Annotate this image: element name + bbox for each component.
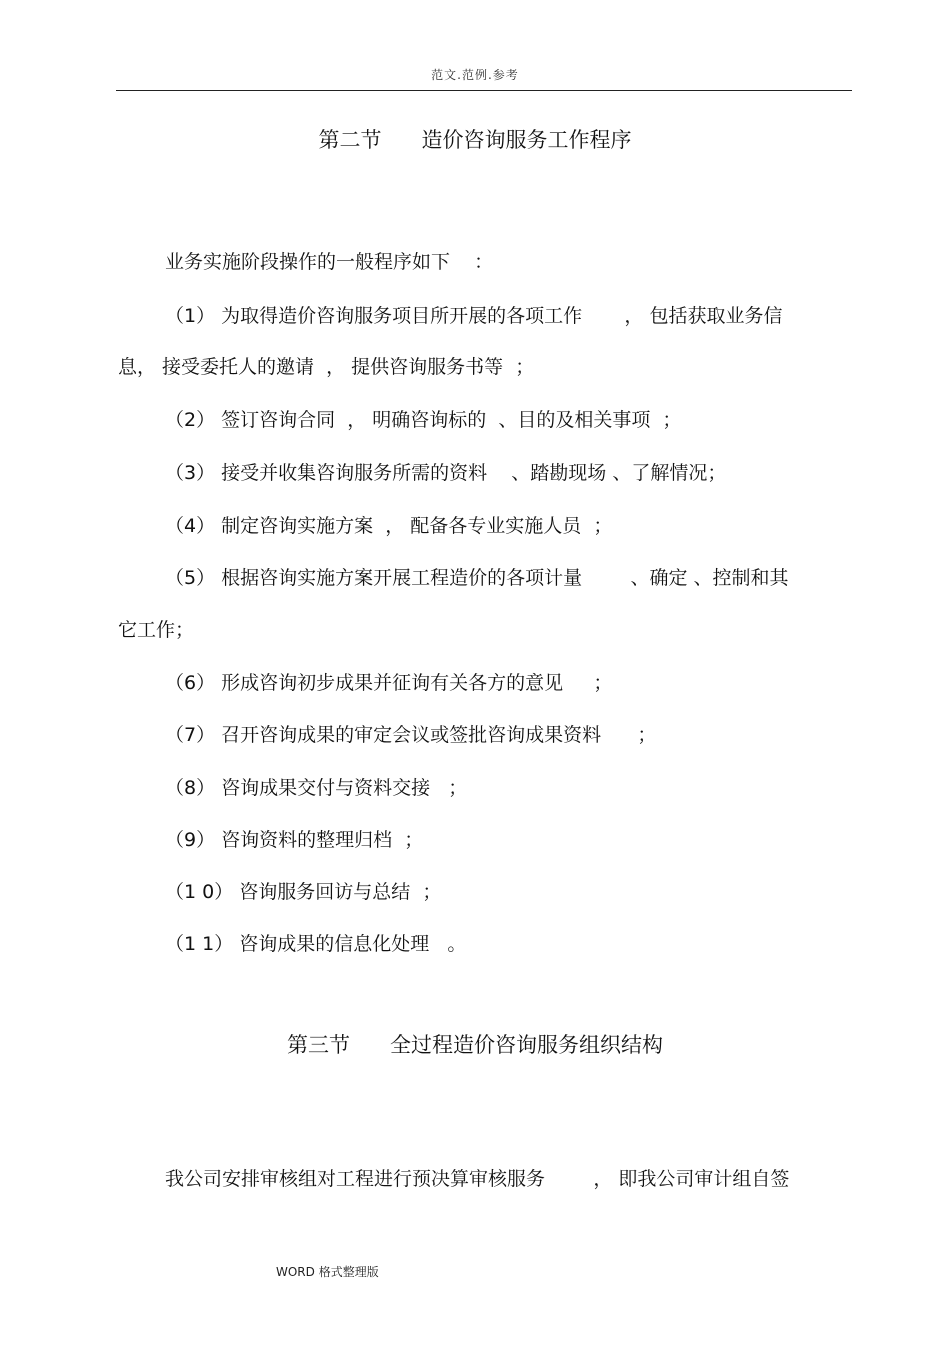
section-2-title: 第二节 造价咨询服务工作程序 (318, 128, 632, 152)
section-2-intro: 业务实施阶段操作的一般程序如下 ： (165, 251, 494, 273)
section-3-paragraph: 我公司安排审核组对工程进行预决算审核服务 ， 即我公司审计组自签 (165, 1168, 790, 1190)
step-10: （1 0） 咨询服务回访与总结 ； (165, 881, 442, 903)
step-11: （1 1） 咨询成果的信息化处理 。 (165, 933, 467, 955)
step-8: （8） 咨询成果交付与资料交接 ； (165, 777, 468, 799)
step-5-line-1: （5） 根据咨询实施方案开展工程造价的各项计量 、确定 、控制和其 (165, 567, 789, 589)
step-6: （6） 形成咨询初步成果并征询有关各方的意见 ； (165, 672, 613, 694)
section-3-title: 第三节 全过程造价咨询服务组织结构 (286, 1033, 664, 1057)
step-9: （9） 咨询资料的整理归档 ； (165, 829, 424, 851)
step-3: （3） 接受并收集咨询服务所需的资料 、踏勘现场 、了解情况； (165, 462, 727, 484)
step-5-line-2: 它工作； (118, 619, 195, 641)
step-1-line-2: 息， 接受委托人的邀请 ， 提供咨询服务书等 ； (118, 356, 535, 378)
header-rule (116, 90, 852, 91)
step-7: （7） 召开咨询成果的审定会议或签批咨询成果资料 ； (165, 724, 657, 746)
header-text: 范文.范例.参考 (431, 68, 519, 82)
page-footer: WORD 格式整理版 (276, 1265, 379, 1279)
step-1-line-1: （1） 为取得造价咨询服务项目所开展的各项工作 ， 包括获取业务信 (165, 305, 783, 327)
step-2: （2） 签订咨询合同 ， 明确咨询标的 、目的及相关事项 ； (165, 409, 682, 431)
step-4: （4） 制定咨询实施方案 ， 配备各专业实施人员 ； (165, 515, 613, 537)
